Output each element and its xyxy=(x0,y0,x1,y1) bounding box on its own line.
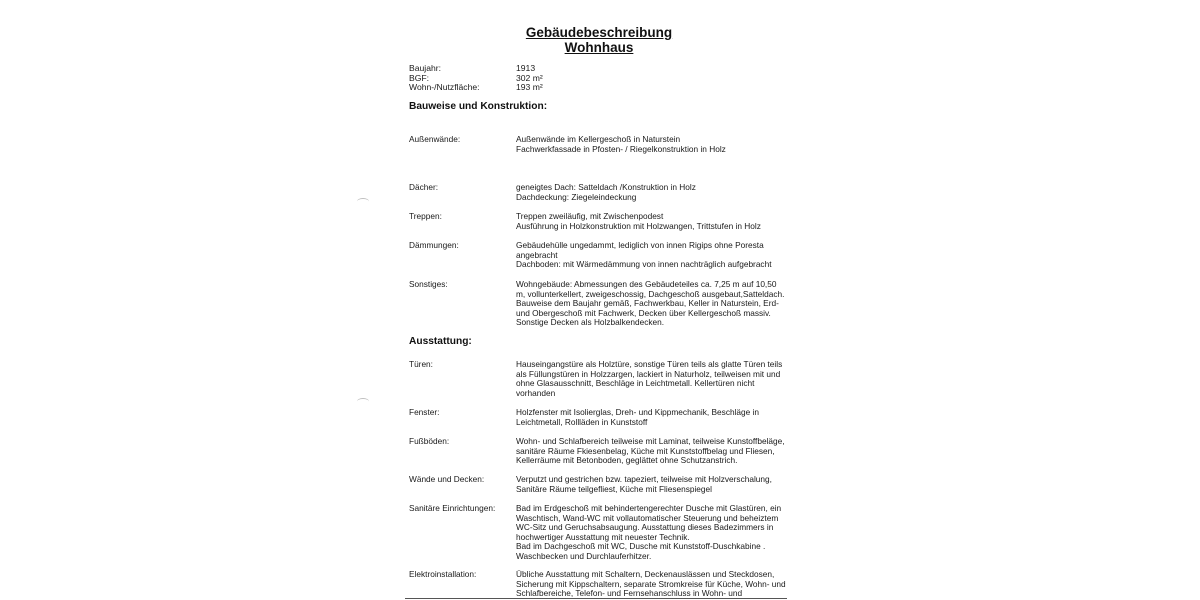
spec-line: vorhanden xyxy=(516,387,556,398)
spec-line: Waschtisch, Wand-WC mit vollautomatischer Steuerung und beheiztem xyxy=(516,512,779,523)
punch-hole-mark xyxy=(357,198,369,205)
spec-line: Treppen zweiläufig, mit Zwischenpodest xyxy=(516,211,664,221)
spec-label: Türen: xyxy=(409,359,433,369)
spec-value xyxy=(516,212,798,231)
spec-line: Übliche Ausstattung mit Schaltern, Deckenauslässen und Steckdosen, xyxy=(516,569,775,579)
spec-line: Wohngebäude: Abmessungen des Gebäudeteiles ca. 7,25 m auf 10,50 xyxy=(516,279,777,289)
spec-label: Sanitäre Einrichtungen: xyxy=(409,503,496,513)
fact-row xyxy=(405,83,805,93)
spec-label: Treppen: xyxy=(409,211,442,221)
spec-line: Leichtmetall, Rollläden in Kunststoff xyxy=(516,416,648,427)
spec-line: ohne Glasausschnitt, Beschläge in Leichtmetall. Kellertüren nicht xyxy=(516,378,755,389)
spec-value xyxy=(516,280,798,328)
spec-line: Holzfenster mit Isolierglas, Dreh- und Kippmechanik, Beschläge in xyxy=(516,407,760,417)
spec-line: Waschbecken und Durchlauferhitzer. xyxy=(516,550,652,561)
spec-line: Sonstige Decken als Holzbalkendecken. xyxy=(516,317,665,328)
spec-line: Sicherung mit Kippschaltern, separate Stromkreise für Küche, Wohn- und xyxy=(516,578,786,589)
spec-label: Dächer: xyxy=(409,182,439,192)
spec-line: Ausführung in Holzkonstruktion mit Holzwangen, Trittstufen in Holz xyxy=(516,220,761,231)
spec-line: Wohn- und Schlafbereich teilweise mit Laminat, teilweise Kunstoffbeläge, xyxy=(516,436,785,446)
section-heading-equipment: Ausstattung: xyxy=(409,336,472,347)
spec-line: m, vollunterkellert, zweigeschossig, Dachgeschoß ausgebaut,Satteldach. xyxy=(516,288,785,299)
document-title: Gebäudebeschreibung xyxy=(525,25,673,40)
document-page xyxy=(405,0,805,600)
spec-value xyxy=(516,183,798,202)
spec-value xyxy=(516,504,798,562)
spec-line: Fachwerkfassade in Pfosten- / Riegelkonstruktion in Holz xyxy=(516,143,726,154)
fact-value: 1913 xyxy=(516,63,536,73)
spec-line: angebracht xyxy=(516,249,558,260)
fact-label: Wohn-/Nutzfläche: xyxy=(409,82,480,93)
spec-label: Fußböden: xyxy=(409,436,450,446)
spec-value xyxy=(516,408,798,427)
fact-label: BGF: xyxy=(409,72,430,83)
spec-line: hochwertiger Ausstattung mit neuester Technik. xyxy=(516,531,690,542)
spec-label: Elektroinstallation: xyxy=(409,569,477,579)
spec-value xyxy=(516,570,798,599)
spec-line: WC-Sitz und Geruchsabsaugung. Ausstattung dieses Badezimmers in xyxy=(516,522,774,533)
fact-value: 193 m² xyxy=(516,82,543,93)
spec-label: Wände und Decken: xyxy=(409,474,485,484)
spec-label: Fenster: xyxy=(409,407,440,417)
fact-value: 302 m² xyxy=(516,72,543,83)
spec-line: Sanitäre Räume teilgefliest, Küche mit Fliesenspiegel xyxy=(516,483,712,494)
spec-line: als Füllungstüren in Holzzargen, lackiert in Naturholz, teilweisen mit und xyxy=(516,368,781,379)
spec-line: Außenwände im Kellergeschoß in Naturstein xyxy=(516,134,681,144)
spec-line: Hauseingangstüre als Holztüre, sonstige Türen teils als glatte Türen teils xyxy=(516,359,783,369)
section-heading-construction: Bauweise und Konstruktion: xyxy=(409,101,548,112)
spec-line: Kellerräume mit Betonboden, geglättet ohne Schutzanstrich. xyxy=(516,455,738,466)
spec-line: Bad im Erdgeschoß mit behindertengerechter Dusche mit Glastüren, ein xyxy=(516,503,782,513)
spec-value xyxy=(516,475,798,494)
spec-line: Verputzt und gestrichen bzw. tapeziert, teilweise mit Holzverschalung, xyxy=(516,474,772,484)
spec-label: Dämmungen: xyxy=(409,240,459,250)
spec-line: Bad im Dachgeschoß mit WC, Dusche mit Kunststoff-Duschkabine . xyxy=(516,541,766,552)
spec-label: Außenwände: xyxy=(409,134,461,144)
spec-value xyxy=(516,437,798,466)
spec-line: Dachdeckung: Ziegeleindeckung xyxy=(516,191,637,202)
spec-value xyxy=(516,135,798,154)
page-bottom-rule xyxy=(405,598,787,599)
fact-label: Baujahr: xyxy=(409,63,442,73)
spec-line: und Obergeschoß mit Fachwerk, Decken über Kellergeschoß massiv. xyxy=(516,307,771,318)
spec-line: Bauweise dem Baujahr gemäß, Fachwerkbau, Keller in Naturstein, Erd- xyxy=(516,298,779,309)
spec-line: Dachboden: mit Wärmedämmung von innen nachträglich aufgebracht xyxy=(516,259,772,270)
spec-line: sanitäre Räume Fkiesenbelag, Küche mit Kunststoffbelag und Fliesen, xyxy=(516,445,775,456)
spec-line: geneigtes Dach: Satteldach /Konstruktion in Holz xyxy=(516,182,696,192)
spec-line: Gebäudehülle ungedammt, lediglich von innen Rigips ohne Poresta xyxy=(516,240,764,250)
spec-value xyxy=(516,241,798,270)
spec-label: Sonstiges: xyxy=(409,279,448,289)
document-subtitle: Wohnhaus xyxy=(564,40,634,55)
spec-value xyxy=(516,360,798,398)
fact-row xyxy=(405,64,805,74)
spec-line: Schlafbereiche, Telefon- und Fernsehanschluss in Wohn- und xyxy=(516,588,743,599)
punch-hole-mark xyxy=(357,398,369,405)
